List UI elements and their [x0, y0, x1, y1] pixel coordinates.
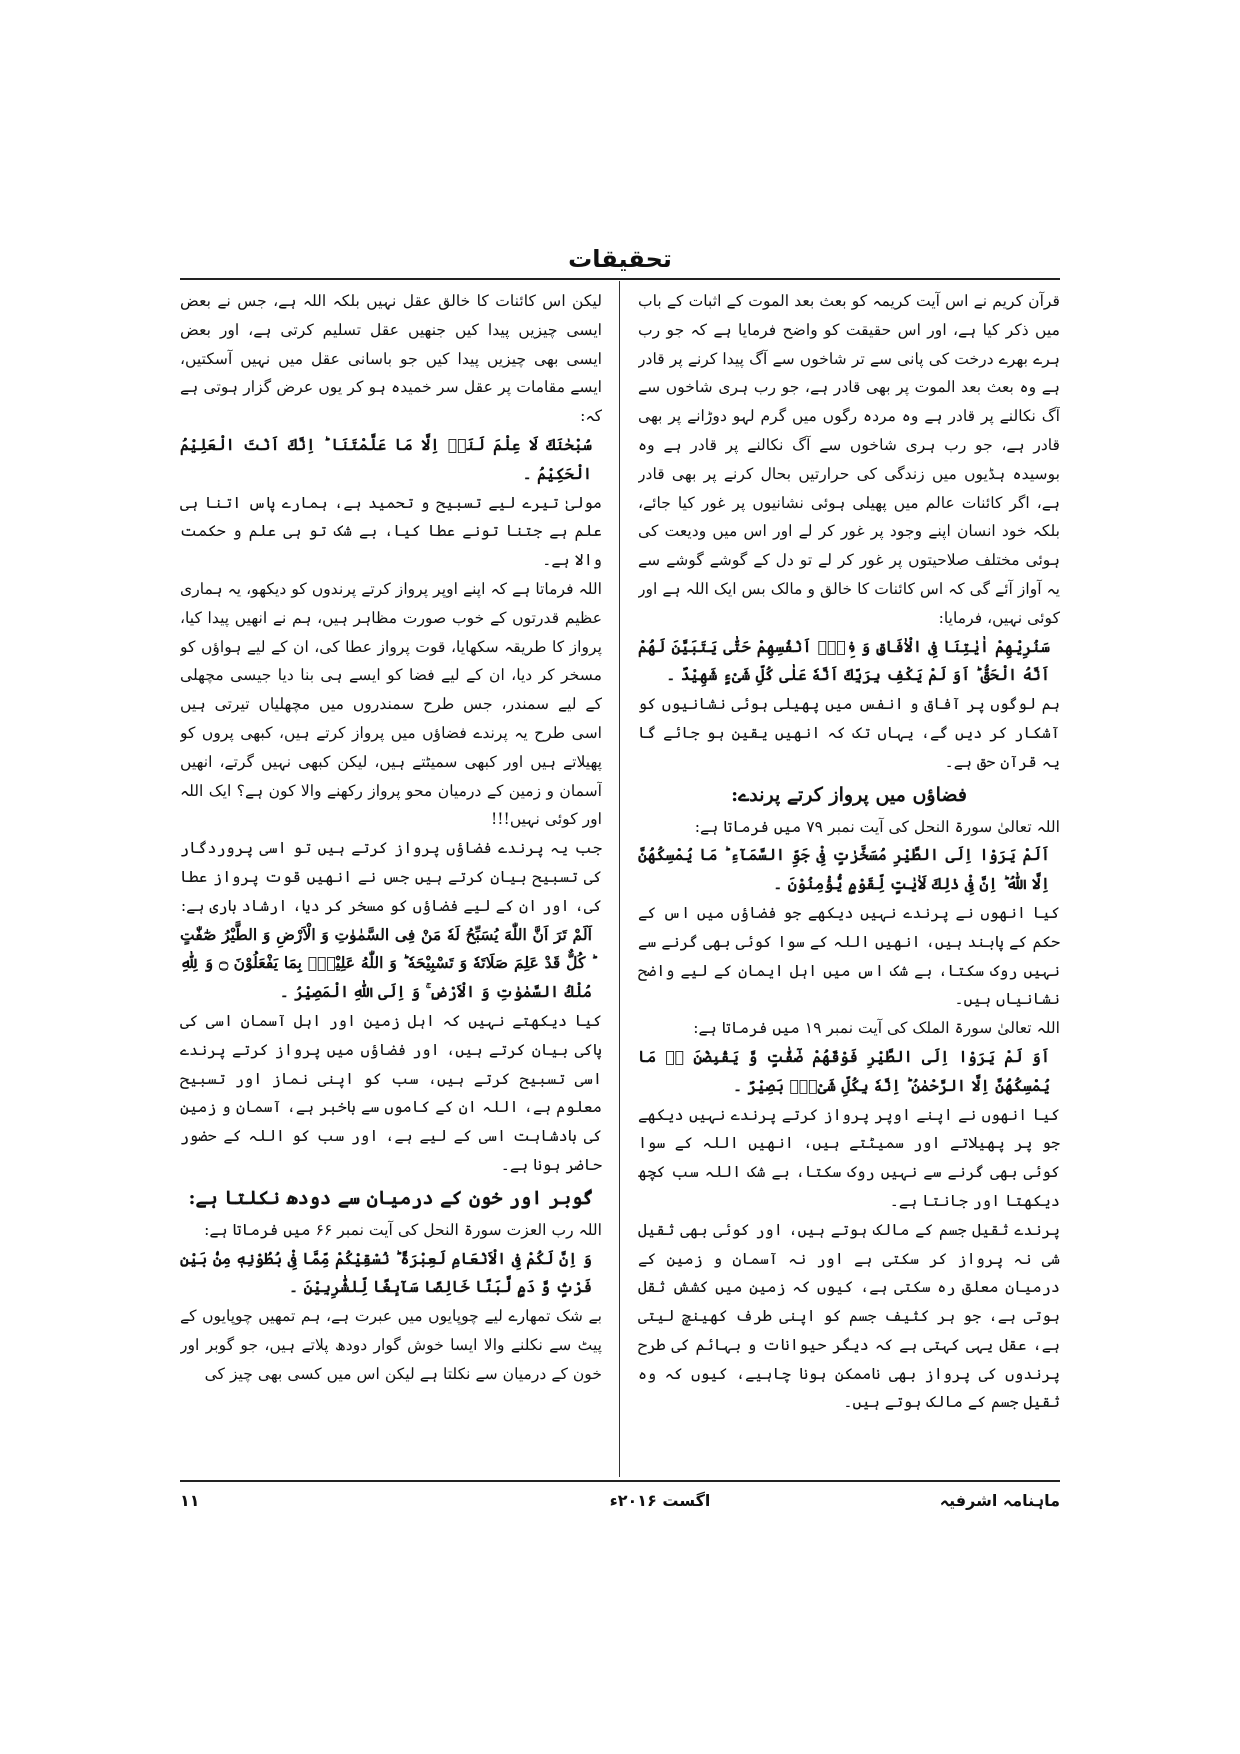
quranic-verse: اَلَمْ یَرَوْا اِلَى الطَّیْرِ مُسَخَّرٰتٍ فِیْ جَوِّ السَّمَآءِ ؕ مَا یُمْسِكُهُنَّ اِلَّا اللّٰهُ ؕ اِنَّ فِیْ ذٰلِكَ لَاٰیٰتٍ لِّقَوْمٍ یُّؤْمِنُوْنَ ۔: [638, 845, 1050, 894]
paragraph: اللہ تعالیٰ سورۃ النحل کی آیت نمبر ۷۹ میں فرماتا ہے:: [694, 817, 1060, 836]
quranic-verse: اَوَ لَمْ یَرَوْا اِلَى الطَّیْرِ فَوْقَهُمْ صٰٓفّٰتٍ وَّ یَقْبِضْنَ ؕۘ مَا یُمْسِكُهُنَّ اِلَّا الرَّحْمٰنُ ؕ اِنَّهٗ بِكُلِّ شَیْءٍۭ بَصِیْرٌ ۔: [638, 1046, 1050, 1095]
paragraph: لیکن اس کائنات کا خالق عقل نہیں بلکہ اللہ ہے، جس نے بعض ایسی چیزیں پیدا کیں جنھیں عقل تسلیم کرتی ہے، اور بعض ایسی بھی چیزیں پیدا کیں جو باسانی عقل میں نہیں آسکتیں، ایسے مقامات پر عقل سر خمیدہ ہو کر یوں عرض گزار ہوتی ہے کہ:: [180, 292, 602, 426]
column-divider: [619, 281, 620, 1477]
paragraph: کیا انھوں نے اپنے اوپر پرواز کرتے پرندے نہیں دیکھے جو پر پھیلاتے اور سمیٹتے ہیں، انھیں اللہ کے سوا کوئی بھی گرنے سے نہیں روک سکتا، بے شک اللہ سب کچھ دیکھتا اور جانتا ہے۔: [638, 1105, 1060, 1210]
header-rule: [180, 278, 1060, 280]
paragraph: اللہ فرماتا ہے کہ اپنے اوپر پرواز کرتے پرندوں کو دیکھو، یہ ہماری عظیم قدرتوں کے خوب صورت مظاہر ہیں، ہم نے انھیں پیدا کیا، پرواز کا طریقہ سکھایا، قوت پرواز عطا کی، ان کے لیے ہواؤں کو مسخر کر دیا، ان کے لیے فضا کو ایسے ہی بنا دیا جیسی مچھلی کے لیے سمندر، جس طرح سمندروں میں مچھلیاں تیرتی ہیں اسی طرح یہ پرندے فضاؤں میں پرواز کرتے ہیں، کبھی پروں کو پھیلاتے ہیں اور کبھی سمیٹتے ہیں، لیکن کبھی نہیں گرتے، انھیں آسمان و زمین کے درمیان محو پرواز رکھنے والا کون ہے؟ ایک اللہ اور کوئی نہیں!!!: [180, 579, 602, 829]
running-head-title: تحقیقات: [568, 245, 672, 273]
paragraph: کیا انھوں نے پرندے نہیں دیکھے جو فضاؤں میں اس کے حکم کے پابند ہیں، انھیں اللہ کے سوا کوئی بھی گرنے سے نہیں روک سکتا، بے شک اس میں اہل ایمان کے لیے واضح نشانیاں ہیں۔: [638, 903, 1060, 1009]
paragraph: ہم لوگوں پر آفاق و انفس میں پھیلی ہوئی نشانیوں کو آشکار کر دیں گے، یہاں تک کہ انھیں یقین ہو جائے گا یہ قرآن حق ہے۔: [638, 695, 1060, 771]
left-column: [180, 287, 602, 1475]
quranic-verse: سَنُرِیْهِمْ اٰیٰتِنَا فِی الْاٰفَاقِ وَ فِیْۤ اَنْفُسِهِمْ حَتّٰى یَتَبَیَّنَ لَهُمْ اَنَّهُ الْحَقُّ ؕ اَوَ لَمْ یَكْفِ بِرَبِّكَ اَنَّهٗ عَلٰى كُلِّ شَیْءٍ شَهِیْدٌ ۔: [638, 636, 1050, 685]
paragraph: بے شک تمھارے لیے چوپایوں میں عبرت ہے، ہم تمھیں چوپایوں کے پیٹ سے نکلنے والا ایسا خوش گوار دودھ پلاتے ہیں، جو گوبر اور خون کے درمیان سے نکلتا ہے لیکن اس میں کسی بھی چیز کی: [180, 1307, 602, 1383]
paragraph: قرآن کریم نے اس آیت کریمہ کو بعث بعد الموت کے اثبات کے باب میں ذکر کیا ہے، اور اس حقیقت کو واضح فرمایا ہے کہ جو رب ہرے بھرے درخت کی پانی سے تر شاخوں سے آگ پیدا کرنے پر قادر ہے وہ بعث بعد الموت پر بھی قادر ہے، جو رب ہری شاخوں سے آگ نکالنے پر قادر ہے وہ مردہ رگوں میں گرم لہو دوڑانے پر بھی قادر ہے، جو رب ہری شاخوں سے آگ نکالنے پر قادر ہے وہ بوسیدہ ہڈیوں میں زندگی کی حرارتیں بحال کرنے پر بھی قادر ہے، اگر کائنات عالم میں پھیلی ہوئی نشانیوں پر غور کیا جائے، بلکہ خود انسان اپنے وجود پر غور کر لے اور اس میں ودیعت کی ہوئی مختلف صلاحیتوں پر غور کر لے تو دل کے گوشے گوشے سے یہ آواز آئے گی کہ اس کائنات کا خالق و مالک بس ایک اللہ ہے اور کوئی نہیں، فرمایا:: [638, 292, 1060, 627]
paragraph: اللہ تعالیٰ سورۃ الملک کی آیت نمبر ۱۹ میں فرماتا ہے:: [693, 1019, 1060, 1038]
footer-page-number: ۱۱: [180, 1491, 200, 1510]
right-column: [638, 287, 1060, 1475]
paragraph: پرندے ثقیل جسم کے مالک ہوتے ہیں، اور کوئی بھی ثقیل شی نہ پرواز کر سکتی ہے اور نہ آسمان و زمین کے درمیان معلق رہ سکتی ہے، کیوں کہ زمین میں کشش ثقل ہوتی ہے، جو ہر کثیف جسم کو اپنی طرف کھینچ لیتی ہے، عقل یہی کہتی ہے کہ دیگر حیوانات و بہائم کی طرح پرندوں کی پرواز بھی ناممکن ہونا چاہیے، کیوں کہ وہ ثقیل جسم کے مالک ہوتے ہیں۔: [638, 1220, 1060, 1412]
section-heading: فضاؤں میں پرواز کرتے پرندے:: [731, 783, 967, 806]
quranic-verse: سُبْحٰنَكَ لَا عِلْمَ لَنَاۤ اِلَّا مَا عَلَّمْتَنَا ؕ اِنَّكَ اَنْتَ الْعَلِیْمُ الْحَكِیْمُ ۔: [180, 434, 592, 483]
footer-magazine-name: ماہنامہ اشرفیہ: [939, 1491, 1060, 1510]
page-footer: [180, 1491, 1060, 1521]
document-page: [180, 215, 1060, 1545]
footer-rule: [180, 1480, 1060, 1482]
paragraph: مولیٰ تیرے لیے تسبیح و تحمید ہے، ہمارے پاس اتنا ہی علم ہے جتنا تونے عطا کیا، بے شک تو ہی علم و حکمت والا ہے۔: [180, 493, 602, 570]
quranic-verse: اَلَمْ تَرَ اَنَّ اللّٰهَ یُسَبِّحُ لَهٗ مَنْ فِی السَّمٰوٰتِ وَ الْاَرْضِ وَ الطَّیْرُ صٰٓفّٰتٍ ؕ كُلٌّ قَدْ عَلِمَ صَلَاتَهٗ وَ تَسْبِیْحَهٗ ؕ وَ اللّٰهُ عَلِیْمٌۢ بِمَا یَفْعَلُوْنَ ۝ وَ لِلّٰهِ مُلْكُ السَّمٰوٰتِ وَ الْاَرْضِ ۚ وَ اِلَى اللّٰهِ الْمَصِیْرُ ۔: [180, 924, 592, 1002]
paragraph: اللہ رب العزت سورۃ النحل کی آیت نمبر ۶۶ میں فرماتا ہے:: [204, 1220, 602, 1239]
paragraph: کیا دیکھتے نہیں کہ اہل زمین اور اہل آسمان اسی کی پاکی بیان کرتے ہیں، اور فضاؤں میں پرواز کرتے پرندے اسی تسبیح کرتے ہیں، سب کو اپنی نماز اور تسبیح معلوم ہے، اللہ ان کے کاموں سے باخبر ہے، آسمان و زمین کی بادشاہت اسی کے لیے ہے، اور سب کو اللہ کے حضور حاضر ہونا ہے۔: [180, 1011, 602, 1174]
paragraph: جب یہ پرندے فضاؤں پرواز کرتے ہیں تو اسی پروردگار کی تسبیح بیان کرتے ہیں جس نے انھیں قوت پرواز عطا کی، اور ان کے لیے فضاؤں کو مسخر کر دیا، ارشاد باری ہے:: [180, 839, 602, 915]
footer-issue-date: اگست ۲۰۱۶ء: [609, 1491, 711, 1510]
section-heading: گوبر اور خون کے درمیان سے دودھ نکلتا ہے:: [188, 1186, 594, 1209]
quranic-verse: وَ اِنَّ لَكُمْ فِی الْاَنْعَامِ لَعِبْرَةً ؕ نُسْقِیْكُمْ مِّمَّا فِیْ بُطُوْنِهٖ مِنْۢ بَیْنِ فَرْثٍ وَّ دَمٍ لَّبَنًا خَالِصًا سَآىٕغًا لِّلشّٰرِبِیْنَ ۔: [180, 1248, 592, 1297]
